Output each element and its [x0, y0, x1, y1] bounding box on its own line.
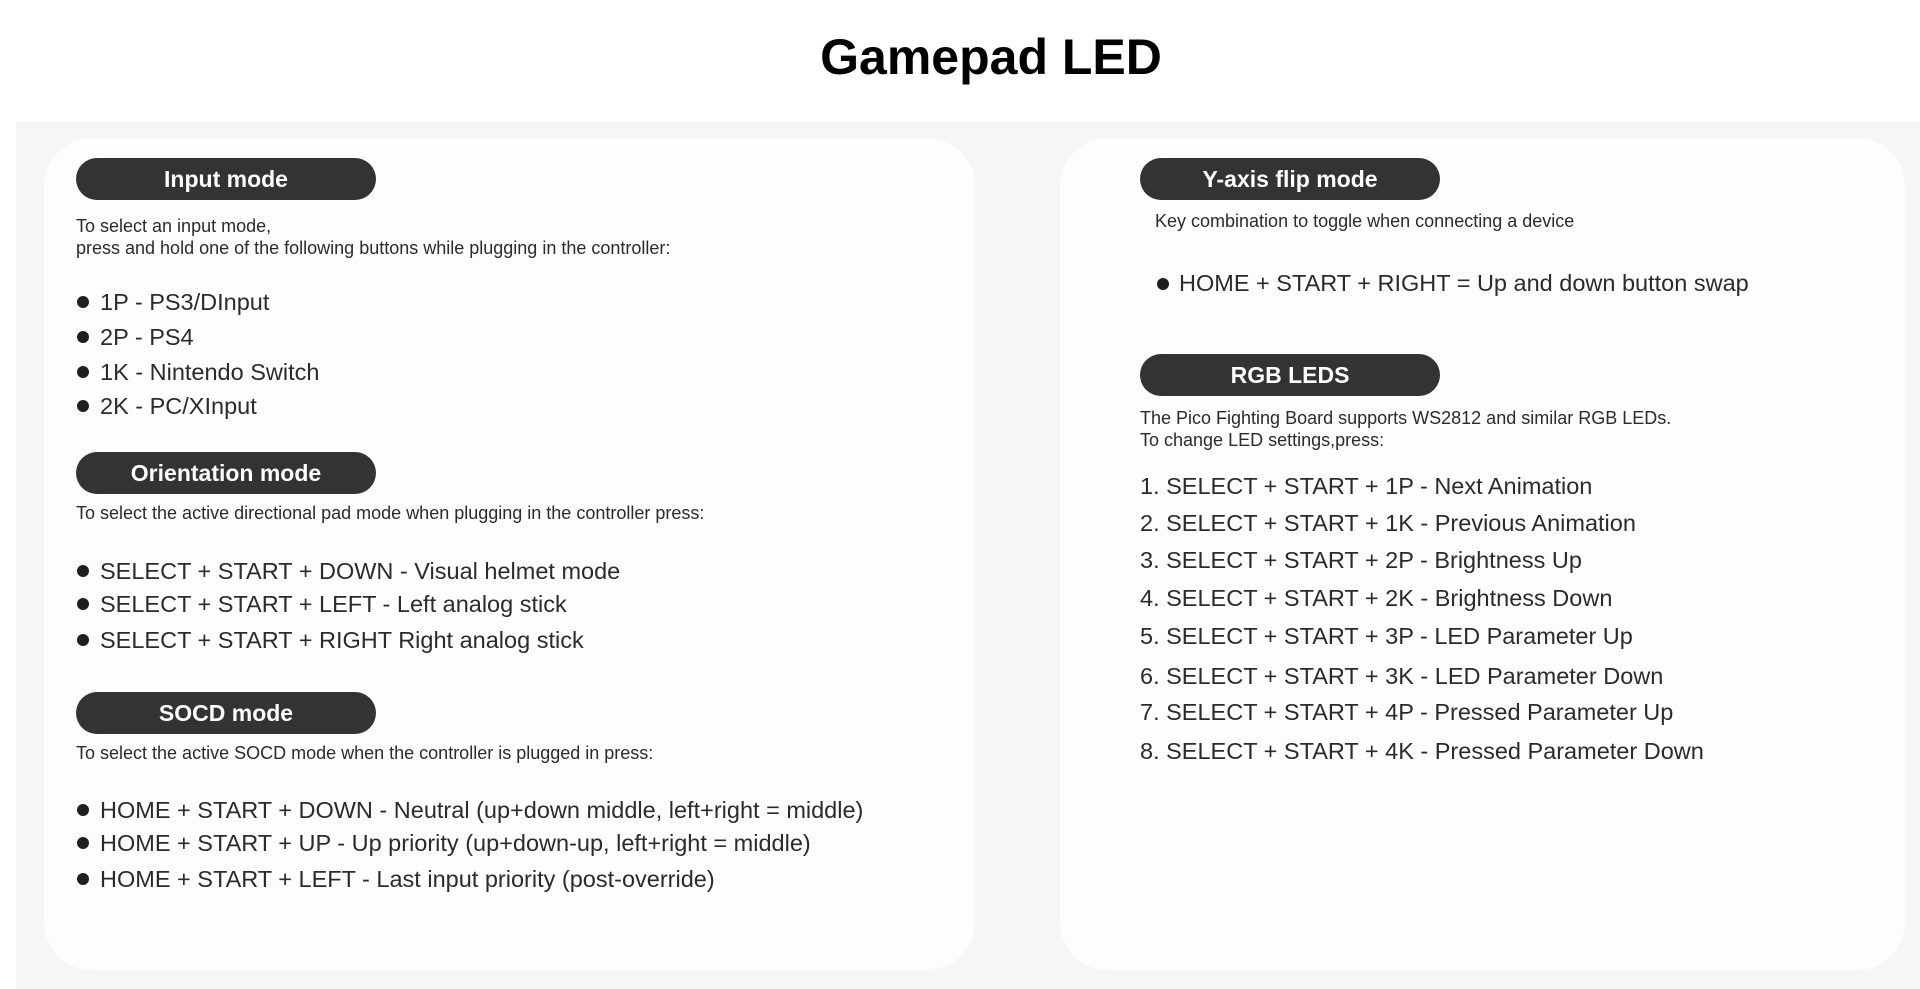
bullet-icon [77, 837, 89, 849]
orientation-mode-item: SELECT + START + DOWN - Visual helmet mode [100, 558, 621, 584]
bullet-icon [77, 873, 89, 885]
bullet-icon [77, 400, 89, 412]
rgb-leds-item: 6. SELECT + START + 3K - LED Parameter Down [1140, 663, 1664, 689]
y-axis-flip-item: HOME + START + RIGHT = Up and down button swap [1179, 270, 1749, 296]
input-mode-item: 2P - PS4 [100, 324, 194, 350]
socd-mode-item: HOME + START + LEFT - Last input priority (post-override) [100, 866, 715, 892]
input-mode-item: 2K - PC/XInput [100, 393, 257, 419]
orientation-mode-heading: Orientation mode [76, 452, 376, 494]
input-mode-item: 1P - PS3/DInput [100, 289, 270, 315]
rgb-leds-description-line2: To change LED settings,press: [1140, 430, 1385, 450]
socd-mode-heading: SOCD mode [76, 692, 376, 734]
socd-mode-description: To select the active SOCD mode when the controller is plugged in press: [76, 743, 654, 763]
bullet-icon [1157, 278, 1169, 290]
orientation-mode-item: SELECT + START + RIGHT Right analog stick [100, 627, 584, 653]
bullet-icon [77, 598, 89, 610]
rgb-leds-item: 1. SELECT + START + 1P - Next Animation [1140, 473, 1593, 499]
rgb-leds-item: 3. SELECT + START + 2P - Brightness Up [1140, 547, 1582, 573]
socd-mode-item: HOME + START + DOWN - Neutral (up+down middle, left+right = middle) [100, 797, 864, 823]
input-mode-item: 1K - Nintendo Switch [100, 359, 320, 385]
bullet-icon [77, 296, 89, 308]
page-title: Gamepad LED [820, 29, 1162, 85]
rgb-leds-item: 4. SELECT + START + 2K - Brightness Down [1140, 585, 1613, 611]
input-mode-description-line2: press and hold one of the following buttons while plugging in the controller: [76, 238, 671, 258]
rgb-leds-item: 7. SELECT + START + 4P - Pressed Parameter Up [1140, 699, 1674, 725]
socd-mode-item: HOME + START + UP - Up priority (up+down-up, left+right = middle) [100, 830, 811, 856]
bullet-icon [77, 565, 89, 577]
rgb-leds-heading: RGB LEDS [1140, 354, 1440, 396]
y-axis-flip-heading: Y-axis flip mode [1140, 158, 1440, 200]
rgb-leds-item: 2. SELECT + START + 1K - Previous Animation [1140, 510, 1636, 536]
bullet-icon [77, 366, 89, 378]
bullet-icon [77, 804, 89, 816]
bullet-icon [77, 331, 89, 343]
bullet-icon [77, 634, 89, 646]
y-axis-flip-description: Key combination to toggle when connecting a device [1155, 211, 1575, 231]
orientation-mode-item: SELECT + START + LEFT - Left analog stick [100, 591, 567, 617]
rgb-leds-item: 8. SELECT + START + 4K - Pressed Parameter Down [1140, 738, 1704, 764]
input-mode-heading: Input mode [76, 158, 376, 200]
rgb-leds-item: 5. SELECT + START + 3P - LED Parameter Up [1140, 623, 1633, 649]
rgb-leds-description-line1: The Pico Fighting Board supports WS2812 and similar RGB LEDs. [1140, 408, 1672, 428]
orientation-mode-description: To select the active directional pad mode when plugging in the controller press: [76, 503, 705, 523]
input-mode-description-line1: To select an input mode, [76, 216, 272, 236]
